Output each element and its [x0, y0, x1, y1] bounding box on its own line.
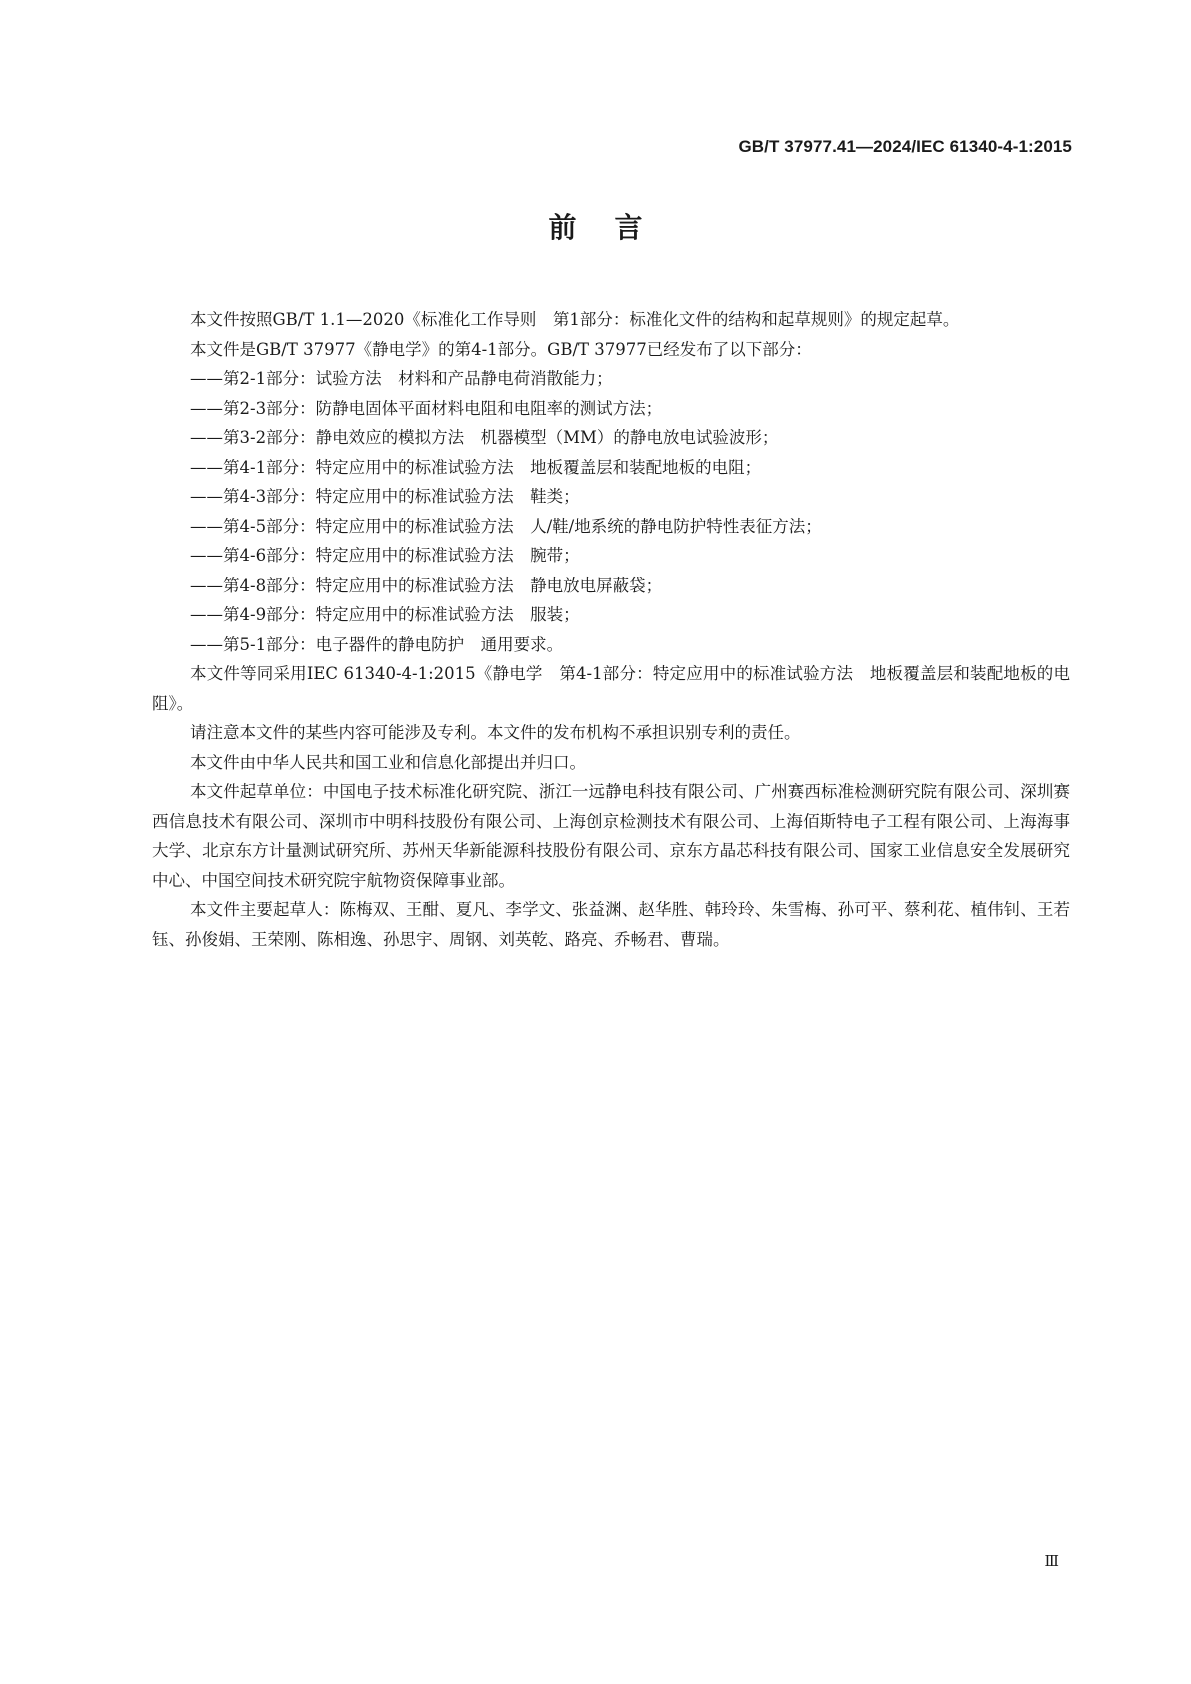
body-text — [152, 305, 1070, 954]
paragraph-patent-notice: 请注意本文件的某些内容可能涉及专利。本文件的发布机构不承担识别专利的责任。 — [190, 723, 801, 742]
paragraph-proposer: 本文件由中华人民共和国工业和信息化部提出并归口。 — [190, 752, 586, 772]
list-item: ——第4-3部分：特定应用中的标准试验方法 鞋类； — [190, 487, 580, 506]
paragraph-equivalence: 本文件等同采用IEC 61340-4-1:2015《静电学 第4-1部分：特定应用中的标准试验方法 地板覆盖层和装配地板的电阻》。 — [152, 664, 1070, 713]
paragraph-drafting-rules: 本文件按照GB/T 1.1—2020《标准化工作导则 第1部分：标准化文件的结构和起草规则》的规定起草。 — [190, 310, 960, 329]
list-item: ——第4-9部分：特定应用中的标准试验方法 服装； — [190, 605, 580, 624]
page-title: 前言 — [548, 211, 681, 244]
paragraph-part-of-series: 本文件是GB/T 37977《静电学》的第4-1部分。GB/T 37977已经发布了以下部分： — [190, 339, 812, 359]
paragraph-drafting-units: 本文件起草单位：中国电子技术标准化研究院、浙江一远静电科技有限公司、广州赛西标准检测研究院有限公司、深圳赛西信息技术有限公司、深圳市中明科技股份有限公司、上海创京检测技术有限公司、上海佰斯特电子工程有限公司、上海海事大学、北京东方计量测试研究所、苏州天华新能源科技股份有限公司、京东方晶芯科技有限公司、国家工业信息安全发展研究中心、中国空间技术研究院宇航物资保障事业部。 — [152, 782, 1070, 890]
list-item: ——第2-3部分：防静电固体平面材料电阻和电阻率的测试方法； — [190, 398, 663, 418]
page-number: Ⅲ — [1044, 1552, 1058, 1570]
list-item: ——第4-1部分：特定应用中的标准试验方法 地板覆盖层和装配地板的电阻； — [190, 457, 762, 477]
list-item: ——第4-5部分：特定应用中的标准试验方法 人/鞋/地系统的静电防护特性表征方法； — [190, 516, 822, 536]
standard-code: GB/T 37977.41—2024/IEC 61340-4-1:2015 — [738, 137, 1072, 156]
list-item: ——第3-2部分：静电效应的模拟方法 机器模型（MM）的静电放电试验波形； — [190, 428, 779, 447]
list-item: ——第2-1部分：试验方法 材料和产品静电荷消散能力； — [190, 369, 613, 388]
list-item: ——第4-8部分：特定应用中的标准试验方法 静电放电屏蔽袋； — [190, 575, 663, 595]
list-item: ——第4-6部分：特定应用中的标准试验方法 腕带； — [190, 546, 580, 565]
paragraph-drafters: 本文件主要起草人：陈梅双、王酣、夏凡、李学文、张益渊、赵华胜、韩玲玲、朱雪梅、孙可平、蔡利花、植伟钊、王若钰、孙俊娟、王荣刚、陈相逸、孙思宇、周钢、刘英乾、路亮、乔畅君、曹瑞。 — [152, 900, 1070, 949]
list-item: ——第5-1部分：电子器件的静电防护 通用要求。 — [190, 634, 564, 654]
